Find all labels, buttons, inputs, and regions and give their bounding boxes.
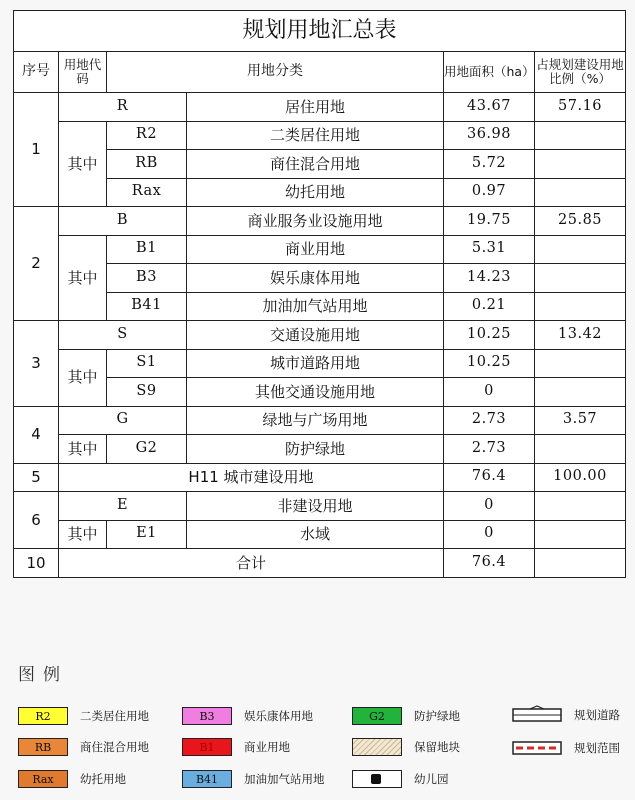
sub-category-cell: 其他交通设施用地	[187, 378, 444, 407]
legend-item-reserved	[352, 738, 460, 756]
ratio-cell: 57.16	[535, 93, 626, 122]
code-cell: E	[59, 492, 187, 521]
planned-road-icon	[512, 705, 562, 725]
legend-label: 加油加气站用地	[244, 772, 325, 786]
legend-label: 娱乐康体用地	[244, 709, 313, 723]
sub-area-cell: 0	[444, 378, 535, 407]
planning-boundary-icon	[512, 738, 562, 758]
seq-cell: 10	[14, 549, 59, 578]
empty-cell	[535, 349, 626, 378]
seq-cell: 1	[14, 93, 59, 207]
legend-label: 幼儿园	[414, 772, 449, 786]
category-cell: 商业服务业设施用地	[187, 207, 444, 236]
legend-label: 二类居住用地	[80, 709, 149, 723]
header-area: 用地面积（ha）	[444, 52, 535, 93]
total-label-cell: 合计	[59, 549, 444, 578]
qizhong-cell: 其中	[59, 349, 107, 406]
qizhong-cell: 其中	[59, 121, 107, 207]
swatch-g2: G2	[352, 707, 402, 725]
sub-area-cell: 0	[444, 520, 535, 549]
sub-area-cell: 5.72	[444, 150, 535, 179]
legend-label: 防护绿地	[414, 709, 460, 723]
sub-category-cell: 城市道路用地	[187, 349, 444, 378]
legend-label: 商业用地	[244, 740, 290, 754]
legend-item-rb	[18, 738, 149, 756]
sub-code-cell: R2	[107, 121, 187, 150]
legend-item-b41	[182, 770, 325, 788]
sub-category-cell: 幼托用地	[187, 178, 444, 207]
category-cell: 非建设用地	[187, 492, 444, 521]
area-cell: 19.75	[444, 207, 535, 236]
seq-cell: 2	[14, 207, 59, 321]
empty-cell	[535, 492, 626, 521]
sub-category-cell: 加油加气站用地	[187, 292, 444, 321]
seq-cell: 3	[14, 321, 59, 407]
sub-code-cell: RB	[107, 150, 187, 179]
ratio-cell: 3.57	[535, 406, 626, 435]
sub-code-cell: E1	[107, 520, 187, 549]
legend-item-r2	[18, 707, 149, 725]
qizhong-cell: 其中	[59, 520, 107, 549]
legend-item-boundary	[512, 738, 620, 758]
empty-cell	[535, 121, 626, 150]
sub-code-cell: B1	[107, 235, 187, 264]
ratio-cell: 100.00	[535, 463, 626, 492]
qizhong-cell: 其中	[59, 435, 107, 464]
sub-area-cell: 10.25	[444, 349, 535, 378]
swatch-rb: RB	[18, 738, 68, 756]
sub-area-cell: 2.73	[444, 435, 535, 464]
empty-cell	[535, 520, 626, 549]
sub-area-cell: 14.23	[444, 264, 535, 293]
empty-cell	[535, 235, 626, 264]
legend-item-road	[512, 705, 620, 725]
empty-cell	[535, 549, 626, 578]
swatch-b3: B3	[182, 707, 232, 725]
legend-label: 幼托用地	[80, 772, 126, 786]
swatch-reserved	[352, 738, 402, 756]
code-cell: R	[59, 93, 187, 122]
category-cell: 绿地与广场用地	[187, 406, 444, 435]
legend-item-b3	[182, 707, 313, 725]
swatch-kindergarten	[352, 770, 402, 788]
empty-cell	[535, 264, 626, 293]
legend-item-g2	[352, 707, 460, 725]
sub-category-cell: 娱乐康体用地	[187, 264, 444, 293]
code-cell: G	[59, 406, 187, 435]
sub-category-cell: 防护绿地	[187, 435, 444, 464]
urban-land-cell: H11 城市建设用地	[59, 463, 444, 492]
area-cell: 76.4	[444, 463, 535, 492]
ratio-cell: 13.42	[535, 321, 626, 350]
sub-area-cell: 5.31	[444, 235, 535, 264]
empty-cell	[535, 435, 626, 464]
sub-code-cell: S9	[107, 378, 187, 407]
area-cell: 2.73	[444, 406, 535, 435]
header-code: 用地代码	[59, 52, 107, 93]
sub-category-cell: 二类居住用地	[187, 121, 444, 150]
table-title: 规划用地汇总表	[14, 11, 626, 52]
header-category: 用地分类	[107, 52, 444, 93]
code-cell: S	[59, 321, 187, 350]
swatch-rax: Rax	[18, 770, 68, 788]
land-use-summary-sheet	[13, 10, 625, 578]
area-cell: 43.67	[444, 93, 535, 122]
legend-item-kindergarten	[352, 770, 449, 788]
qizhong-cell: 其中	[59, 235, 107, 321]
sub-category-cell: 商业用地	[187, 235, 444, 264]
area-cell: 10.25	[444, 321, 535, 350]
legend-label: 商住混合用地	[80, 740, 149, 754]
seq-cell: 4	[14, 406, 59, 463]
sub-code-cell: G2	[107, 435, 187, 464]
seq-cell: 5	[14, 463, 59, 492]
ratio-cell: 25.85	[535, 207, 626, 236]
area-cell: 0	[444, 492, 535, 521]
legend-item-rax	[18, 770, 126, 788]
sub-code-cell: S1	[107, 349, 187, 378]
sub-area-cell: 0.97	[444, 178, 535, 207]
legend-label: 规划道路	[574, 708, 620, 722]
legend-label: 保留地块	[414, 740, 460, 754]
empty-cell	[535, 150, 626, 179]
total-area-cell: 76.4	[444, 549, 535, 578]
code-cell: B	[59, 207, 187, 236]
header-ratio: 占规划建设用地比例（%）	[535, 52, 626, 93]
empty-cell	[535, 378, 626, 407]
header-seq: 序号	[14, 52, 59, 93]
empty-cell	[535, 292, 626, 321]
legend-title: 图例	[18, 665, 68, 685]
sub-category-cell: 商住混合用地	[187, 150, 444, 179]
sub-area-cell: 0.21	[444, 292, 535, 321]
swatch-b1: B1	[182, 738, 232, 756]
sub-area-cell: 36.98	[444, 121, 535, 150]
sub-code-cell: Rax	[107, 178, 187, 207]
swatch-b41: B41	[182, 770, 232, 788]
category-cell: 交通设施用地	[187, 321, 444, 350]
empty-cell	[535, 178, 626, 207]
seq-cell: 6	[14, 492, 59, 549]
legend-item-b1	[182, 738, 290, 756]
kindergarten-symbol-icon	[371, 774, 381, 784]
legend	[18, 660, 618, 699]
land-use-table	[13, 10, 626, 578]
sub-category-cell: 水域	[187, 520, 444, 549]
category-cell: 居住用地	[187, 93, 444, 122]
swatch-r2: R2	[18, 707, 68, 725]
legend-label: 规划范围	[574, 741, 620, 755]
sub-code-cell: B3	[107, 264, 187, 293]
sub-code-cell: B41	[107, 292, 187, 321]
